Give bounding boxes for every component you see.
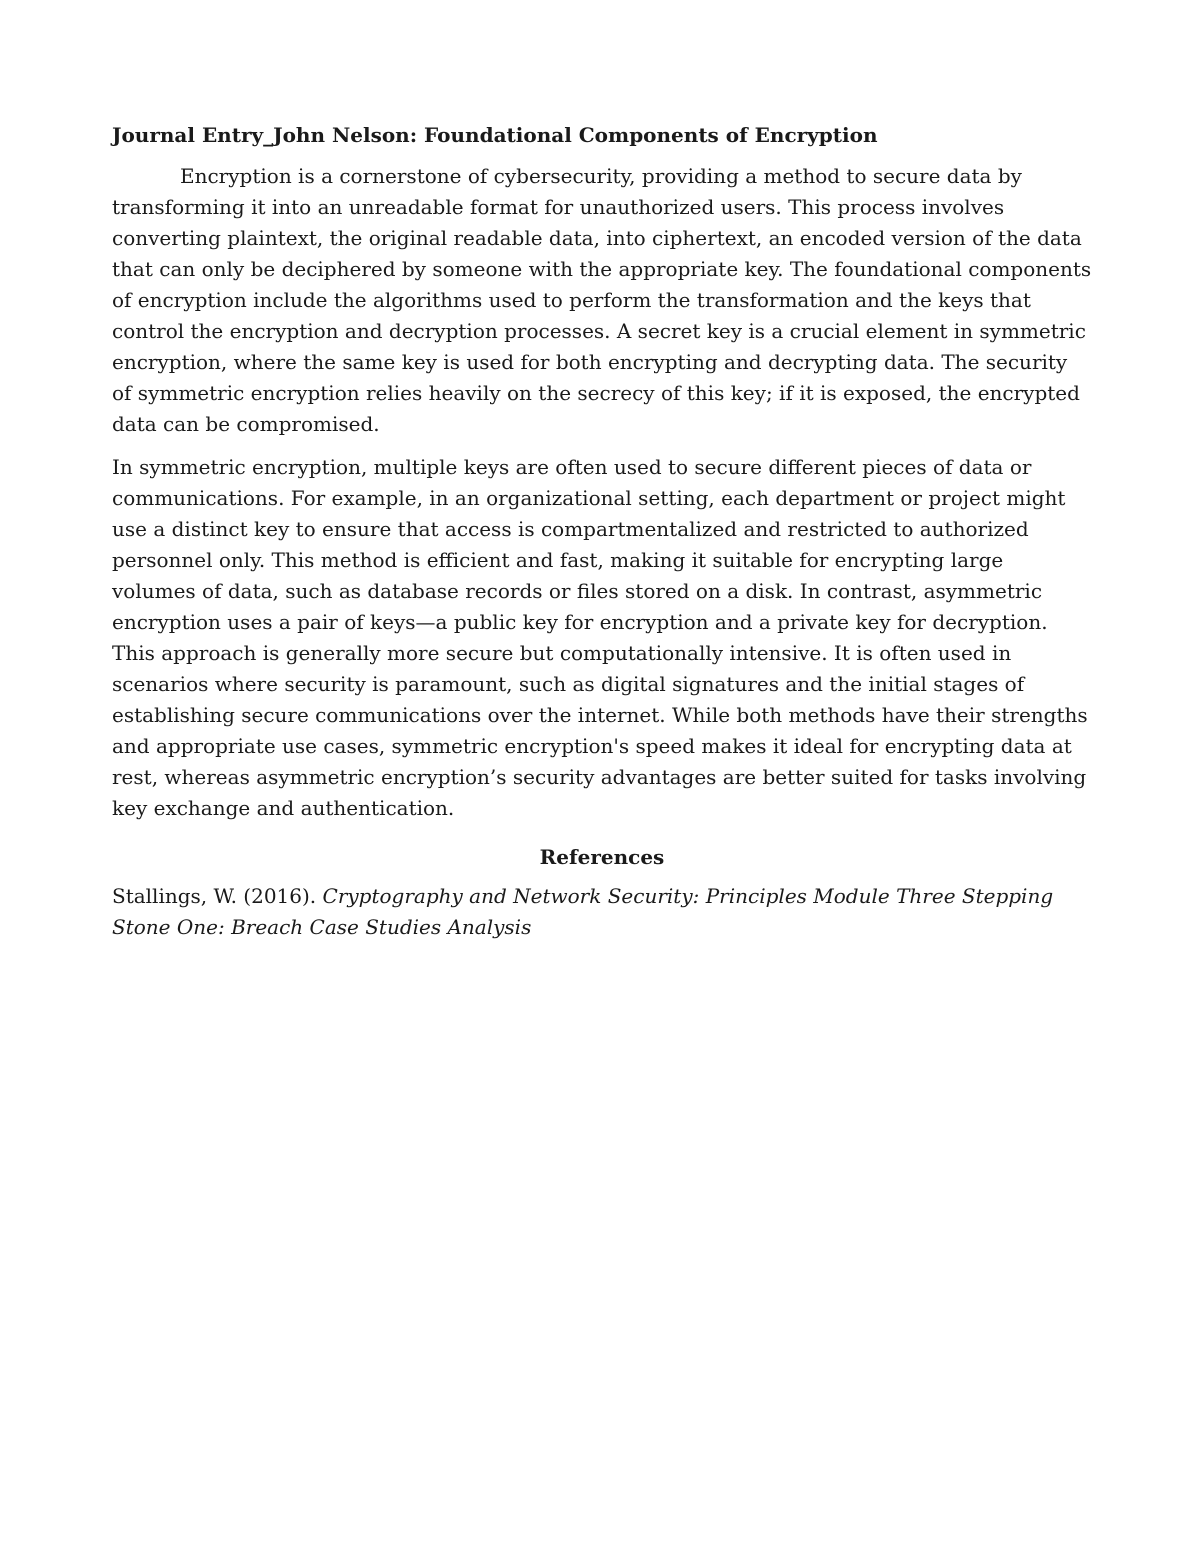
document-title: Journal Entry_John Nelson: Foundational Components of Encryption xyxy=(112,123,878,147)
reference-title: Cryptography and Network Security: Principles Module Three Stepping Stone One: Breach Case Studies Analysis xyxy=(112,884,1054,939)
reference-author-year: Stallings, W. (2016). xyxy=(112,884,323,908)
paragraph-2: In symmetric encryption, multiple keys are often used to secure different pieces of data or communications. For example, in an organizational setting, each department or project might use a distinct key to ensure that access is compartmentalized and restricted to authorized personnel only. This method is efficient and fast, making it suitable for encrypting large volumes of data, such as database records or files stored on a disk. In contrast, asymmetric encryption uses a pair of keys—a public key for encryption and a private key for decryption. This approach is generally more secure but computationally intensive. It is often used in scenarios where security is paramount, such as digital signatures and the initial stages of establishing secure communications over the internet. While both methods have their strengths and appropriate use cases, symmetric encryption's speed makes it ideal for encrypting data at rest, whereas asymmetric encryption’s security advantages are better suited for tasks involving key exchange and authentication. xyxy=(112,455,1088,820)
reference-item xyxy=(112,881,1092,943)
references-heading: References xyxy=(539,845,665,869)
paragraph-1: Encryption is a cornerstone of cybersecurity, providing a method to secure data by transforming it into an unreadable format for unauthorized users. This process involves converting plaintext, the original readable data, into ciphertext, an encoded version of the data that can only be deciphered by someone with the appropriate key. The foundational components of encryption include the algorithms used to perform the transformation and the keys that control the encryption and decryption processes. A secret key is a crucial element in symmetric encryption, where the same key is used for both encrypting and decrypting data. The security of symmetric encryption relies heavily on the secrecy of this key; if it is exposed, the encrypted data can be compromised. xyxy=(112,164,1092,436)
document-body xyxy=(112,120,1092,943)
